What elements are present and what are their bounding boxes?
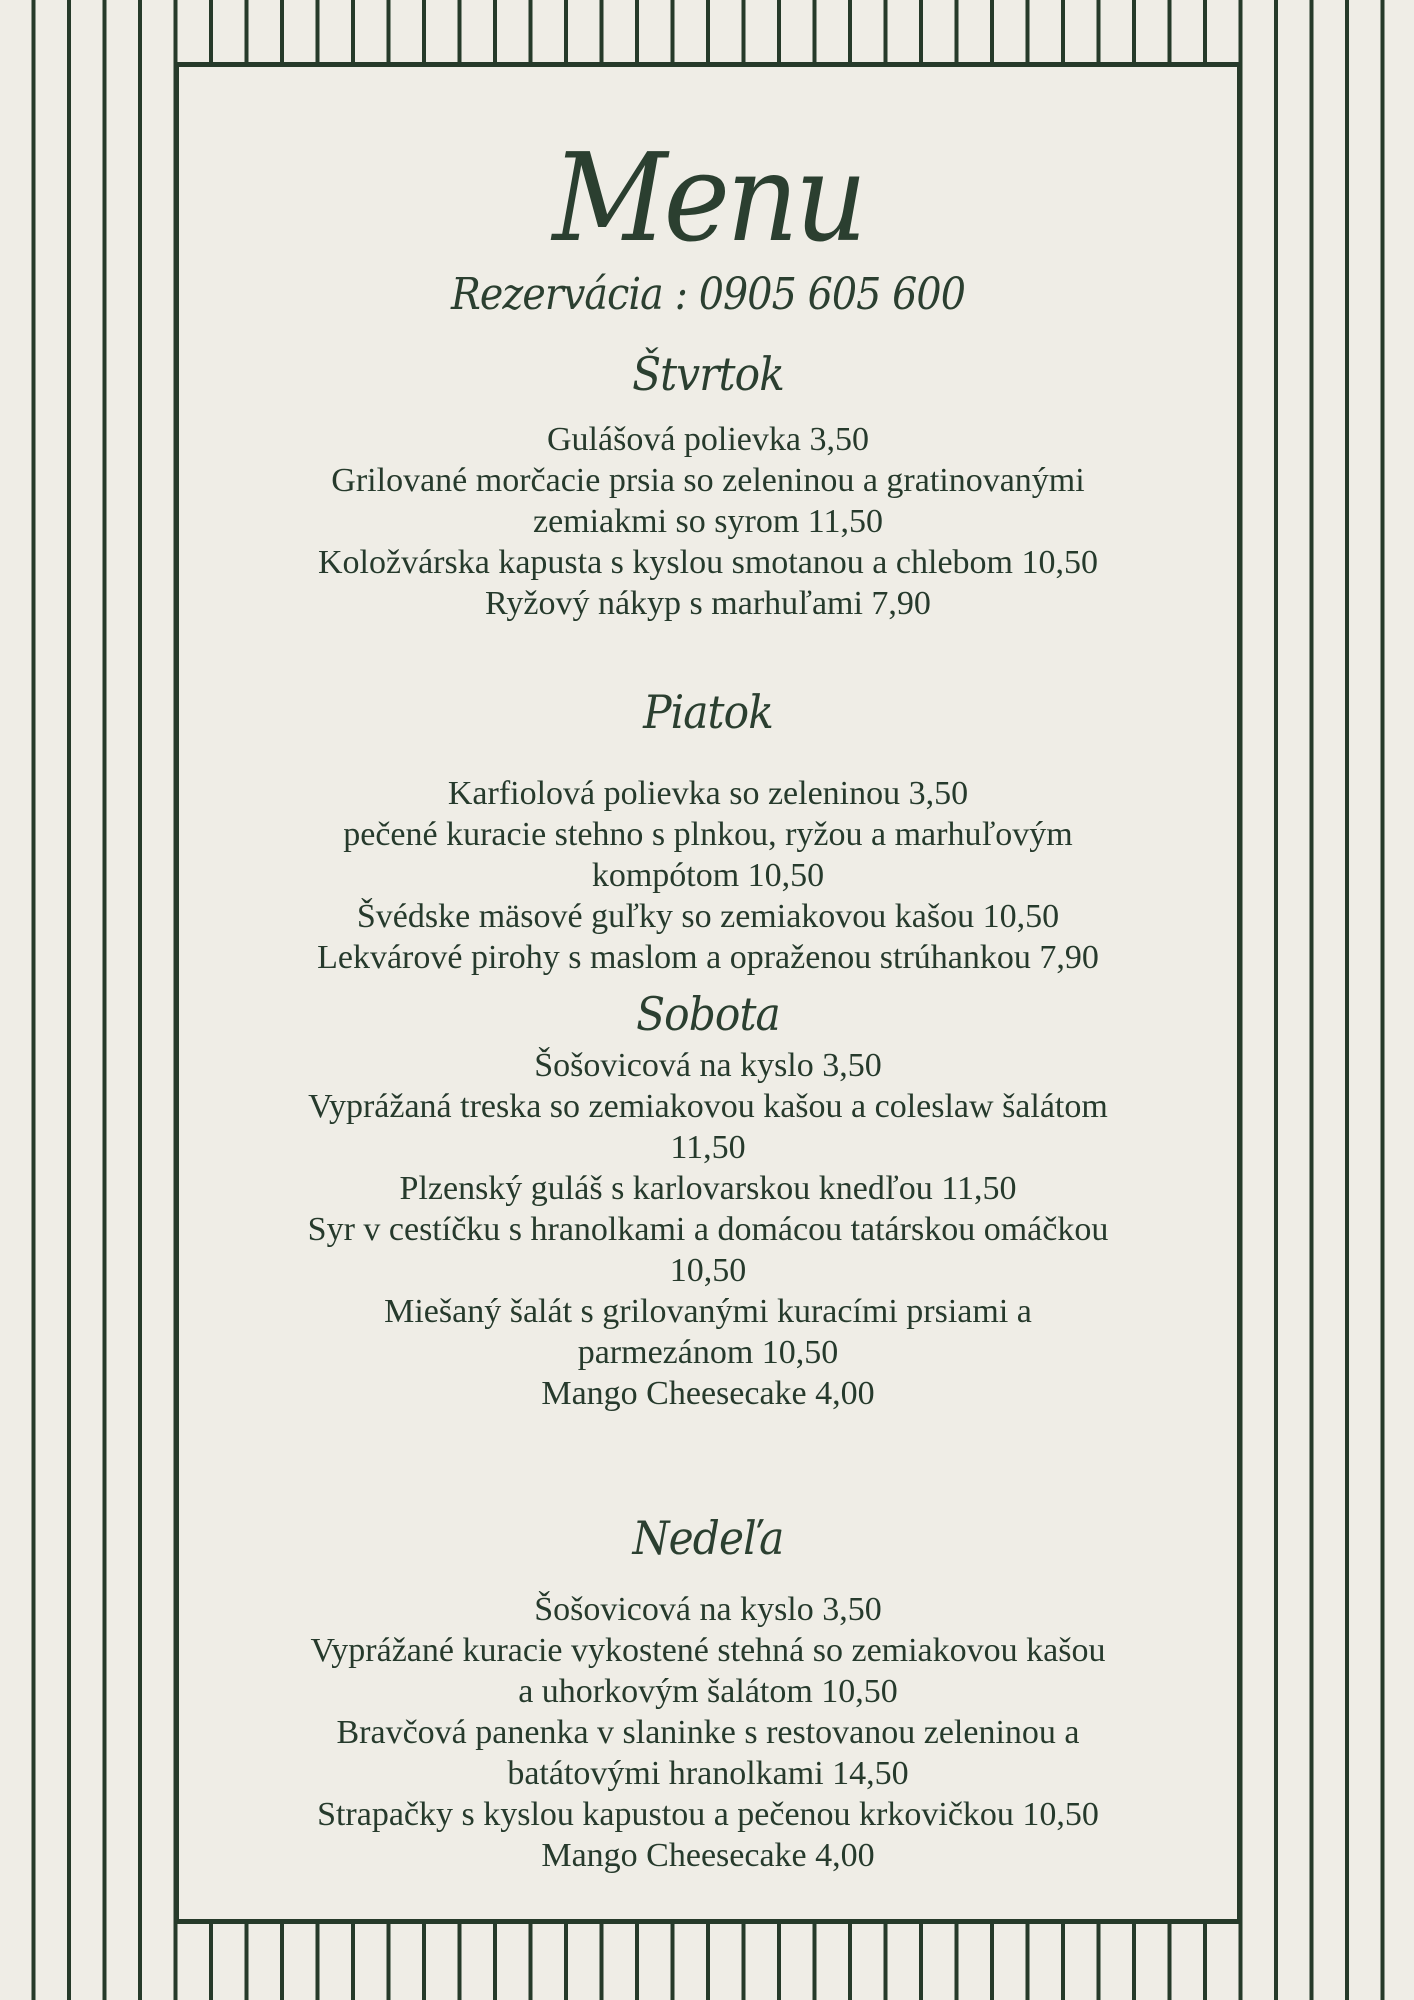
menu-line: Syr v cestíčku s hranolkami a domácou tatárskou omáčkou: [307, 1211, 1109, 1248]
menu-line: a uhorkovým šalátom 10,50: [518, 1673, 898, 1710]
menu-line: 11,50: [670, 1129, 746, 1166]
day-items-sunday: [179, 1589, 1237, 1876]
menu-line: Karfiolová polievka so zeleninou 3,50: [447, 775, 969, 812]
menu-line: parmezánom 10,50: [577, 1334, 839, 1371]
menu-line: Mango Cheesecake 4,00: [541, 1375, 875, 1412]
menu-line: Ryžový nákyp s marhuľami 7,90: [485, 585, 931, 622]
day-items-friday: [179, 773, 1237, 978]
menu-line: Bravčová panenka v slaninke s restovanou zeleninou a: [336, 1714, 1080, 1751]
day-items-saturday: [179, 1045, 1237, 1414]
menu-line: kompótom 10,50: [591, 857, 825, 894]
day-heading-friday: Piatok: [643, 685, 773, 739]
day-heading-thursday: Štvrtok: [632, 347, 784, 401]
reservation-phone: Rezervácia : 0905 605 600: [450, 269, 966, 320]
menu-line: Lekvárové pirohy s maslom a opraženou strúhankou 7,90: [317, 939, 1099, 976]
menu-line: Šošovicová na kyslo 3,50: [534, 1591, 882, 1628]
menu-line: Vyprážaná treska so zemiakovou kašou a coleslaw šalátom: [308, 1088, 1108, 1125]
menu-line: Vyprážané kuracie vykostené stehná so zemiakovou kašou: [310, 1632, 1106, 1669]
menu-line: Švédske mäsové guľky so zemiakovou kašou 10,50: [356, 898, 1060, 935]
menu-line: Mango Cheesecake 4,00: [541, 1837, 875, 1874]
menu-line: zemiakmi so syrom 11,50: [532, 503, 884, 540]
menu-line: Grilované morčacie prsia so zeleninou a gratinovanými: [331, 462, 1085, 499]
menu-line: Miešaný šalát s grilovanými kuracími prsiami a: [384, 1293, 1032, 1330]
menu-line: batátovými hranolkami 14,50: [507, 1755, 909, 1792]
menu-line: Strapačky s kyslou kapustou a pečenou krkovičkou 10,50: [317, 1796, 1099, 1833]
menu-title: Menu: [552, 127, 864, 269]
menu-line: 10,50: [669, 1252, 747, 1289]
menu-line: Šošovicová na kyslo 3,50: [534, 1047, 882, 1084]
menu-line: Gulášová polievka 3,50: [547, 421, 869, 458]
menu-panel: [174, 62, 1242, 1924]
day-heading-sunday: Nedeľa: [632, 1511, 784, 1565]
day-items-thursday: [179, 419, 1237, 624]
menu-line: Koložvárska kapusta s kyslou smotanou a chlebom 10,50: [318, 544, 1098, 581]
menu-line: pečené kuracie stehno s plnkou, ryžou a marhuľovým: [343, 816, 1073, 853]
menu-line: Plzenský guláš s karlovarskou knedľou 11,50: [399, 1170, 1017, 1207]
day-heading-saturday: Sobota: [636, 987, 780, 1041]
